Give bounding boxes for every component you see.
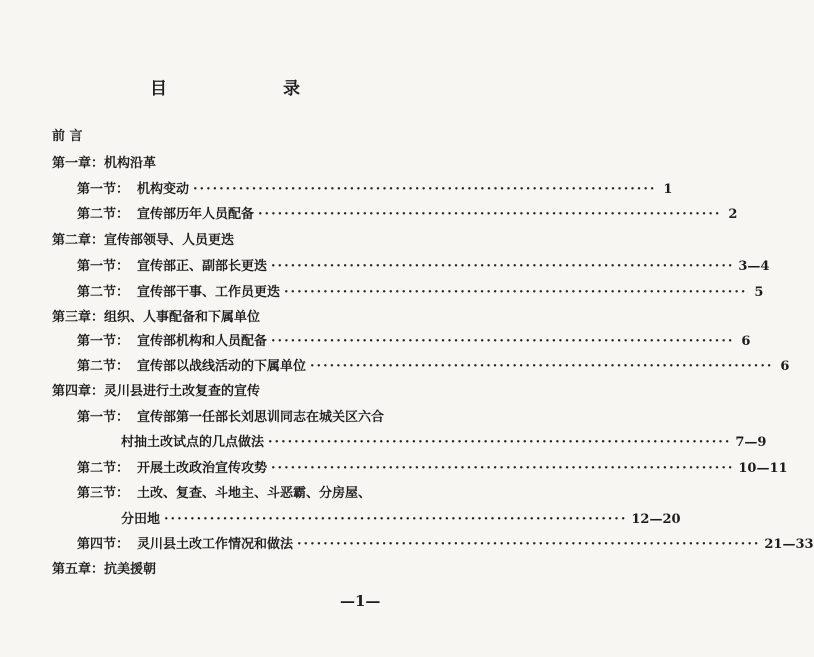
page-number: 6 xyxy=(741,334,751,349)
section-title: 宣传部正、副部长更迭 xyxy=(137,259,268,274)
section-label: 第四节： xyxy=(77,537,130,552)
leader-dots: ······································································· xyxy=(268,435,732,450)
section-title: 机构变动 xyxy=(137,182,190,197)
leader-dots: ······································································· xyxy=(271,259,735,274)
page-number: 12—20 xyxy=(631,512,681,527)
section-label: 第二节： xyxy=(77,359,130,374)
toc-entry-4-1 xyxy=(77,410,384,426)
leader-dots: ······································································· xyxy=(297,537,761,552)
section-title: 宣传部干事、工作员更迭 xyxy=(137,285,281,300)
toc-entry-4-2 xyxy=(77,461,788,477)
section-title: 开展土改政治宣传攻势 xyxy=(137,461,268,476)
chapter-label: 第四章： xyxy=(52,384,105,399)
section-label: 第一节： xyxy=(77,259,130,274)
toc-chapter-3 xyxy=(52,310,260,326)
page-number: 5 xyxy=(754,285,764,300)
section-label: 第一节： xyxy=(77,334,130,349)
page-title xyxy=(150,74,300,99)
toc-entry-3-1 xyxy=(77,334,751,350)
section-title-cont: 村抽土改试点的几点做法 xyxy=(121,435,265,450)
page-number: 7—9 xyxy=(735,435,767,450)
page-number-footer: —1— xyxy=(340,592,381,610)
section-label: 第一节： xyxy=(77,182,130,197)
toc-entry-4-4 xyxy=(77,537,814,553)
section-title: 宣传部第一任部长刘思训同志在城关区六合 xyxy=(137,410,385,425)
title-char-2: 录 xyxy=(283,79,300,99)
title-char-1: 目 xyxy=(150,79,167,99)
toc-chapter-4 xyxy=(52,384,260,400)
section-label: 第二节： xyxy=(77,461,130,476)
page-number: 6 xyxy=(780,359,790,374)
toc-chapter-5 xyxy=(52,562,156,578)
section-title: 土改、复查、斗地主、斗恶霸、分房屋、 xyxy=(137,486,372,501)
page-number: 2 xyxy=(728,207,738,222)
chapter-title: 组织、人事配备和下属单位 xyxy=(104,310,261,325)
section-title: 宣传部机构和人员配备 xyxy=(137,334,268,349)
toc-preface: 前 言 xyxy=(52,129,83,144)
chapter-title: 抗美援朝 xyxy=(104,562,157,577)
chapter-label: 第五章： xyxy=(52,562,105,577)
toc-entry-4-3 xyxy=(77,486,371,502)
toc-entry-1-1 xyxy=(77,182,673,198)
chapter-label: 第二章： xyxy=(52,233,105,248)
section-title: 灵川县土改工作情况和做法 xyxy=(137,537,294,552)
section-title-cont: 分田地 xyxy=(121,512,161,527)
chapter-title: 灵川县进行土改复查的宣传 xyxy=(104,384,261,399)
leader-dots: ······································································· xyxy=(258,207,722,222)
leader-dots: ······································································· xyxy=(310,359,774,374)
toc-entry-4-3-continuation xyxy=(121,512,681,528)
toc-entry-4-1-continuation xyxy=(121,435,767,451)
leader-dots: ······································································· xyxy=(284,285,748,300)
page-number: 21—33 xyxy=(764,537,814,552)
chapter-label: 第三章： xyxy=(52,310,105,325)
leader-dots: ······································································· xyxy=(193,182,657,197)
toc-entry-2-2 xyxy=(77,285,764,301)
section-label: 第二节： xyxy=(77,285,130,300)
page-number: 10—11 xyxy=(738,461,788,476)
chapter-label: 第一章： xyxy=(52,156,105,171)
page-number: 1 xyxy=(663,182,673,197)
section-title: 宣传部历年人员配备 xyxy=(137,207,255,222)
chapter-title: 机构沿革 xyxy=(104,156,157,171)
toc-entry-3-2 xyxy=(77,359,790,375)
section-label: 第一节： xyxy=(77,410,130,425)
leader-dots: ······································································· xyxy=(271,461,735,476)
toc-entry-2-1 xyxy=(77,259,770,275)
chapter-title: 宣传部领导、人员更迭 xyxy=(104,233,235,248)
leader-dots: ······································································· xyxy=(164,512,628,527)
toc-entry-1-2 xyxy=(77,207,738,223)
page-number: 3—4 xyxy=(738,259,770,274)
toc-chapter-1 xyxy=(52,156,156,172)
section-label: 第二节： xyxy=(77,207,130,222)
leader-dots: ······································································· xyxy=(271,334,735,349)
section-label: 第三节： xyxy=(77,486,130,501)
section-title: 宣传部以战线活动的下属单位 xyxy=(137,359,307,374)
toc-chapter-2 xyxy=(52,233,234,249)
